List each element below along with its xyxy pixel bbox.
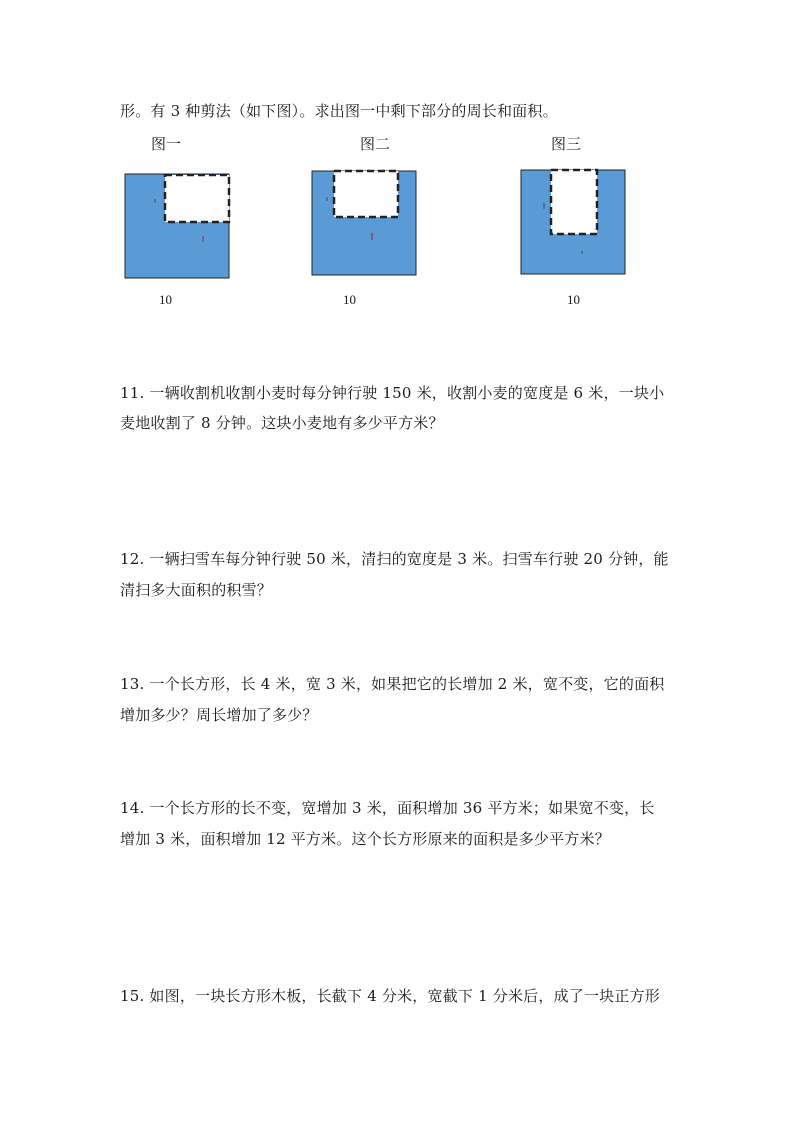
- problem-14-line-1: 14. 一个长方形的长不变，宽增加 3 米，面积增加 36 平方米；如果宽不变，长: [120, 799, 655, 817]
- figure-3-cut-region: [551, 170, 597, 234]
- figure-1-side-label: 10: [159, 292, 172, 307]
- figure-2-side-label: 10: [343, 292, 356, 307]
- intro-line: 形。有 3 种剪法（如下图）。求出图一中剩下部分的周长和面积。: [120, 102, 558, 120]
- problem-11-line-2: 麦地收割了 8 分钟。这块小麦地有多少平方米？: [120, 414, 444, 432]
- problem-14-line-2: 增加 3 米，面积增加 12 平方米。这个长方形原来的面积是多少平方米？: [120, 830, 610, 848]
- problem-11-line-1: 11. 一辆收割机收割小麦时每分钟行驶 150 米，收割小麦的宽度是 6 米，一块小: [120, 384, 665, 402]
- problem-12-line-1: 12. 一辆扫雪车每分钟行驶 50 米，清扫的宽度是 3 米。扫雪车行驶 20 分钟，能: [120, 550, 669, 568]
- problem-12-line-2: 清扫多大面积的积雪？: [120, 581, 273, 599]
- problem-13-line-2: 增加多少？周长增加了多少？: [120, 706, 318, 724]
- problem-15-line-1: 15. 如图，一块长方形木板，长截下 4 分米，宽截下 1 分米后，成了一块正方形: [120, 987, 660, 1005]
- figure-3-title: 图三: [551, 135, 582, 153]
- problem-13-line-1: 13. 一个长方形，长 4 米，宽 3 米，如果把它的长增加 2 米，宽不变，它的面积: [120, 675, 665, 693]
- figure-3-side-label: 10: [567, 292, 580, 307]
- figure-2-title: 图二: [360, 135, 391, 153]
- figure-1-title: 图一: [151, 135, 182, 153]
